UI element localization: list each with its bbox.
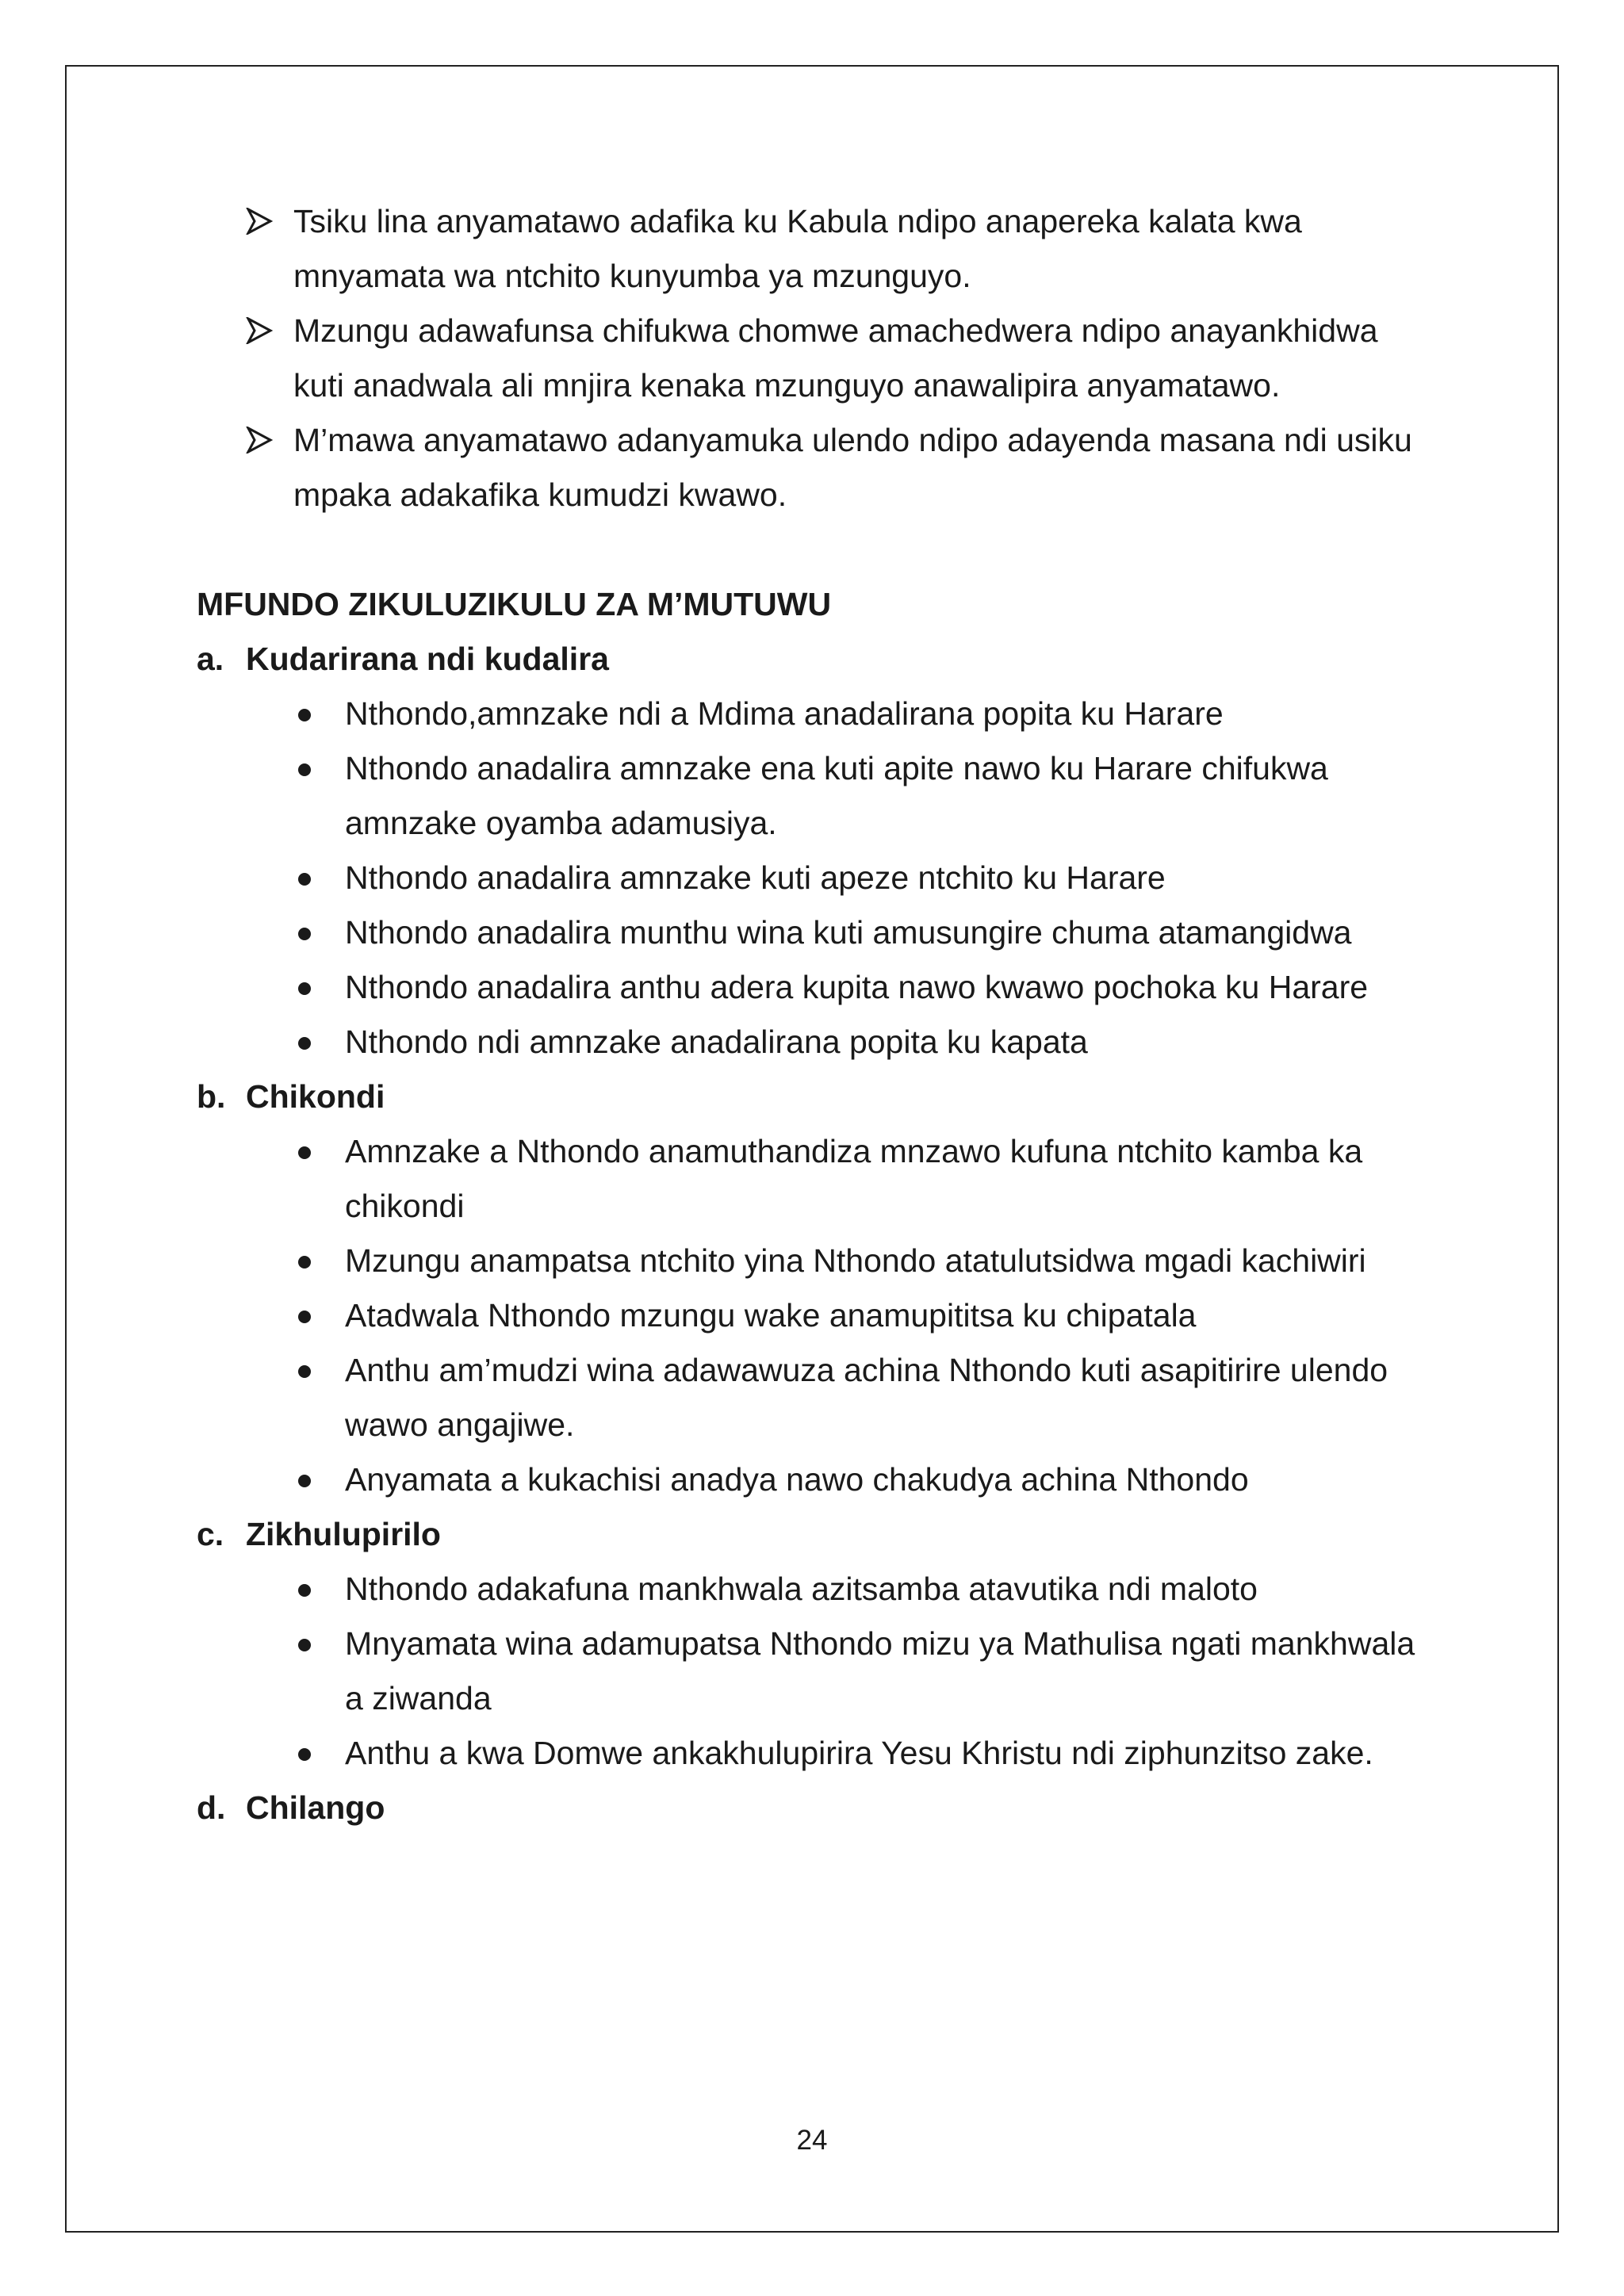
list-item [197,905,1434,960]
list-item-text: Tsiku lina anyamatawo adafika ku Kabula ndipo anapereka kalata kwa mnyamata wa ntchito kunyumba ya mzunguyo. [293,203,1302,294]
list-item [197,851,1434,905]
section-title-a [197,632,1434,687]
bullet-dot-icon [298,982,311,995]
intro-list [197,194,1434,522]
list-item [197,1562,1434,1617]
bullet-dot-icon [298,1311,311,1323]
bullet-dot-icon [298,1037,311,1050]
section-letter: c. [197,1516,224,1552]
bullet-dot-icon [298,928,311,940]
list-item-text: Mzungu adawafunsa chifukwa chomwe amachedwera ndipo anayankhidwa kuti anadwala ali mnjira kenaka mzunguyo anawalipira anyamatawo. [293,312,1378,404]
list-item-text: Anyamata a kukachisi anadya nawo chakudya achina Nthondo [345,1461,1249,1498]
list-item-text: M’mawa anyamatawo adanyamuka ulendo ndipo adayenda masana ndi usiku mpaka adakafika kumudzi kwawo. [293,422,1412,513]
bullet-dot-icon [298,763,311,776]
list-item [197,304,1434,413]
section-title-text: Chikondi [246,1078,385,1115]
bullet-list-b [197,1124,1434,1507]
list-item [197,1015,1434,1070]
arrow-bullet-icon [246,304,278,358]
bullet-dot-icon [298,873,311,886]
bullet-list-c [197,1562,1434,1781]
section-title-text: Kudarirana ndi kudalira [246,641,609,677]
arrow-bullet-icon [246,194,278,249]
bullet-list-a [197,687,1434,1070]
section-title-d [197,1781,1434,1835]
list-item [197,1288,1434,1343]
list-item-text: Mzungu anampatsa ntchito yina Nthondo atatulutsidwa mgadi kachiwiri [345,1242,1366,1279]
section-heading: MFUNDO ZIKULUZIKULU ZA M’MUTUWU [197,586,832,622]
bullet-dot-icon [298,1584,311,1597]
list-item-text: Nthondo ndi amnzake anadalirana popita ku kapata [345,1024,1088,1060]
document-body [197,194,1434,1835]
section-letter: a. [197,641,224,677]
list-item [197,194,1434,304]
section-title-b [197,1070,1434,1124]
list-item-text: Anthu am’mudzi wina adawawuza achina Nthondo kuti asapitirire ulendo wawo angajiwe. [345,1352,1388,1443]
bullet-dot-icon [298,709,311,721]
list-item-text: Anthu a kwa Domwe ankakhulupirira Yesu Khristu ndi ziphunzitso zake. [345,1735,1373,1771]
list-item-text: Nthondo anadalira amnzake ena kuti apite nawo ku Harare chifukwa amnzake oyamba adamusiya. [345,750,1328,841]
list-item-text: Mnyamata wina adamupatsa Nthondo mizu ya Mathulisa ngati mankhwala a ziwanda [345,1625,1415,1716]
bullet-dot-icon [298,1475,311,1487]
list-item-text: Nthondo anadalira amnzake kuti apeze ntchito ku Harare [345,859,1166,896]
list-item-text: Nthondo,amnzake ndi a Mdima anadalirana popita ku Harare [345,695,1224,732]
list-item-text: Nthondo adakafuna mankhwala azitsamba atavutika ndi maloto [345,1571,1258,1607]
list-item [197,1234,1434,1288]
list-item-text: Nthondo anadalira anthu adera kupita nawo kwawo pochoka ku Harare [345,969,1369,1005]
list-item-text: Atadwala Nthondo mzungu wake anamupititsa ku chipatala [345,1297,1197,1334]
bullet-dot-icon [298,1146,311,1159]
bullet-dot-icon [298,1256,311,1269]
list-item [197,413,1434,522]
section-letter: d. [197,1789,226,1826]
list-item [197,741,1434,851]
list-item [197,1617,1434,1726]
section-title-c [197,1507,1434,1562]
bullet-dot-icon [298,1639,311,1651]
section-letter: b. [197,1078,226,1115]
page-number: 24 [796,2125,828,2156]
list-item-text: Amnzake a Nthondo anamuthandiza mnzawo kufuna ntchito kamba ka chikondi [345,1133,1363,1224]
list-item [197,960,1434,1015]
list-item [197,1124,1434,1234]
arrow-bullet-icon [246,413,278,468]
section-title-text: Zikhulupirilo [246,1516,441,1552]
list-item-text: Nthondo anadalira munthu wina kuti amusungire chuma atamangidwa [345,914,1352,951]
list-item [197,687,1434,741]
list-item [197,1343,1434,1452]
list-item [197,1452,1434,1507]
section-title-text: Chilango [246,1789,385,1826]
bullet-dot-icon [298,1748,311,1761]
list-item [197,1726,1434,1781]
bullet-dot-icon [298,1365,311,1378]
